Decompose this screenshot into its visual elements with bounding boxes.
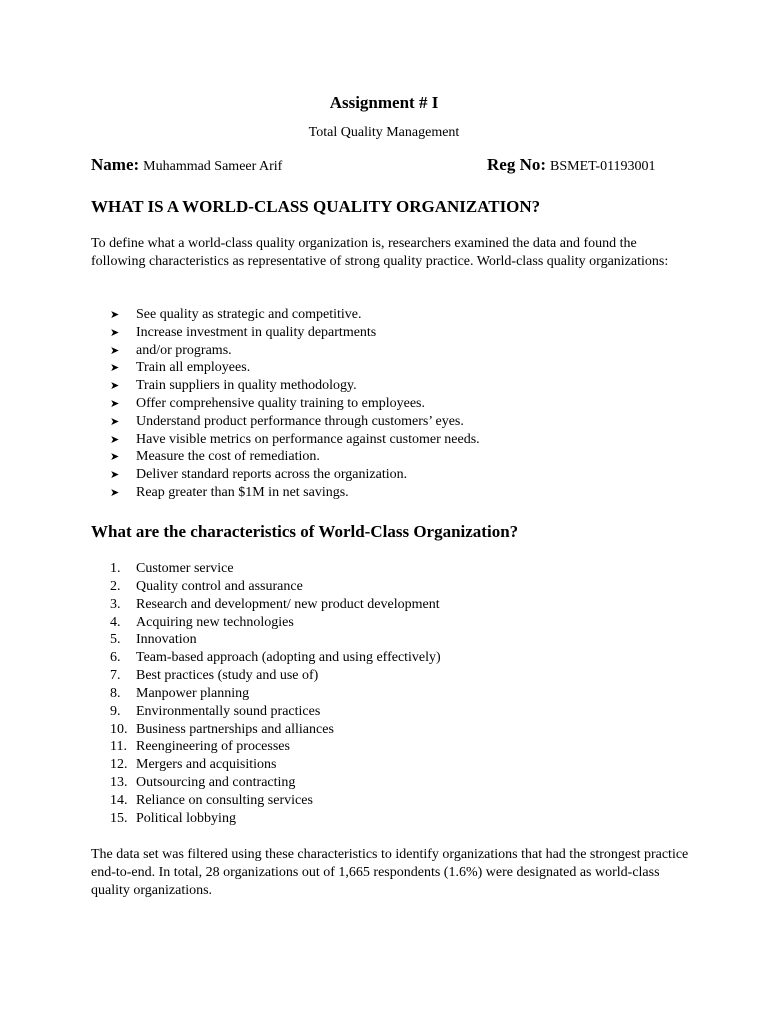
intro-paragraph: To define what a world-class quality organization is, researchers examined the data and found the following characteristics as representative of strong quality practice. World-class quality organizations: <box>91 236 669 269</box>
arrowhead-bullet-icon: ➤ <box>110 361 120 375</box>
arrowhead-bullet-icon: ➤ <box>110 414 120 428</box>
numbered-item <box>110 756 441 774</box>
numbered-item <box>110 703 441 721</box>
bullet-item <box>110 359 480 377</box>
name-value: Muhammad Sameer Arif <box>143 159 283 174</box>
section-heading-characteristics: What are the characteristics of World-Class Organization? <box>91 522 519 541</box>
bullet-text: Train suppliers in quality methodology. <box>136 378 357 394</box>
item-number: 2. <box>110 578 121 594</box>
student-info-row <box>91 155 671 179</box>
item-number: 6. <box>110 650 121 666</box>
conclusion-paragraph: The data set was filtered using these characteristics to identify organizations that had the strongest practice end-to-end. In total, 28 organizations out of 1,665 respondents (1.6%) were designated as world-class quality organizations. <box>91 847 689 898</box>
item-text: Team-based approach (adopting and using effectively) <box>136 650 441 666</box>
numbered-item <box>110 596 441 614</box>
arrowhead-bullet-icon: ➤ <box>110 343 120 357</box>
numbered-item <box>110 685 441 703</box>
arrowhead-bullet-icon: ➤ <box>110 325 120 339</box>
item-text: Quality control and assurance <box>136 578 303 594</box>
bullet-item <box>110 395 480 413</box>
numbered-item <box>110 649 441 667</box>
bullet-item <box>110 342 480 360</box>
numbered-item <box>110 614 441 632</box>
item-number: 12. <box>110 757 128 773</box>
item-number: 4. <box>110 614 121 630</box>
bullet-item <box>110 431 480 449</box>
arrowhead-bullet-icon: ➤ <box>110 468 120 482</box>
arrowhead-bullet-icon: ➤ <box>110 308 120 321</box>
numbered-item <box>110 631 441 649</box>
item-number: 7. <box>110 668 121 684</box>
item-number: 14. <box>110 792 128 808</box>
bullet-item <box>110 324 480 342</box>
numbered-item <box>110 667 441 685</box>
bullet-item <box>110 448 480 466</box>
item-text: Political lobbying <box>136 810 236 826</box>
item-text: Manpower planning <box>136 685 250 701</box>
bullet-item <box>110 484 480 502</box>
numbered-item <box>110 774 441 792</box>
bullet-item <box>110 377 480 395</box>
bullet-text: See quality as strategic and competitive. <box>136 307 362 322</box>
item-text: Acquiring new technologies <box>136 614 294 630</box>
arrowhead-bullet-icon: ➤ <box>110 450 120 464</box>
reg-field <box>487 155 656 175</box>
item-text: Environmentally sound practices <box>136 703 321 719</box>
bullet-text: Have visible metrics on performance against customer needs. <box>136 431 480 447</box>
characteristics-bullet-list <box>110 306 480 502</box>
reg-value: BSMET-01193001 <box>550 159 656 174</box>
item-text: Reengineering of processes <box>136 739 290 755</box>
bullet-text: and/or programs. <box>136 342 232 358</box>
bullet-text: Offer comprehensive quality training to employees. <box>136 395 425 411</box>
characteristics-numbered-list <box>110 560 441 828</box>
numbered-item <box>110 792 441 810</box>
section-heading-world-class: WHAT IS A WORLD-CLASS QUALITY ORGANIZATION? <box>91 197 541 216</box>
item-number: 15. <box>110 810 128 826</box>
arrowhead-bullet-icon: ➤ <box>110 432 120 446</box>
item-number: 9. <box>110 703 121 719</box>
numbered-item <box>110 738 441 756</box>
name-field <box>91 155 282 175</box>
arrowhead-bullet-icon: ➤ <box>110 396 120 410</box>
item-text: Mergers and acquisitions <box>136 757 277 773</box>
bullet-item <box>110 413 480 431</box>
bullet-item <box>110 306 480 324</box>
item-number: 1. <box>110 561 121 576</box>
item-text: Research and development/ new product development <box>136 596 440 612</box>
bullet-item <box>110 466 480 484</box>
item-text: Outsourcing and contracting <box>136 775 296 791</box>
numbered-item <box>110 721 441 739</box>
item-text: Best practices (study and use of) <box>136 668 319 684</box>
arrowhead-bullet-icon: ➤ <box>110 379 120 393</box>
document-subtitle: Total Quality Management <box>308 125 460 140</box>
arrowhead-bullet-icon: ➤ <box>110 485 120 499</box>
bullet-text: Understand product performance through customers’ eyes. <box>136 413 464 429</box>
item-text: Reliance on consulting services <box>136 792 313 808</box>
numbered-item <box>110 810 441 828</box>
item-number: 8. <box>110 685 121 701</box>
numbered-item <box>110 560 441 578</box>
bullet-text: Deliver standard reports across the organization. <box>136 467 408 483</box>
bullet-text: Train all employees. <box>136 360 251 376</box>
numbered-item <box>110 578 441 596</box>
item-number: 3. <box>110 596 121 612</box>
bullet-text: Reap greater than $1M in net savings. <box>136 484 349 500</box>
document-title: Assignment # I <box>329 93 439 112</box>
item-text: Innovation <box>136 632 197 648</box>
item-text: Business partnerships and alliances <box>136 721 334 737</box>
item-number: 5. <box>110 632 121 648</box>
name-label: Name: <box>91 155 140 174</box>
item-text: Customer service <box>136 561 234 576</box>
bullet-text: Increase investment in quality departments <box>136 324 377 340</box>
item-number: 13. <box>110 775 128 791</box>
item-number: 11. <box>110 739 127 755</box>
item-number: 10. <box>110 721 128 737</box>
reg-label: Reg No: <box>487 155 547 174</box>
bullet-text: Measure the cost of remediation. <box>136 449 320 465</box>
